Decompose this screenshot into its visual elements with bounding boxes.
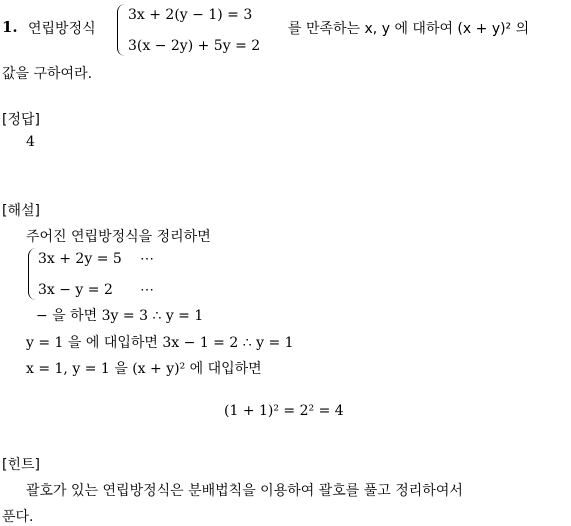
solution-step4: y = 1 을 에 대입하면 3x − 1 = 2 ∴ y = 1 (26, 335, 294, 351)
solution-sys1-dots: ⋯ (140, 251, 154, 267)
system-brace (117, 4, 125, 56)
problem-tail: 를 만족하는 x, y 에 대하여 (x + y)² 의 (288, 21, 530, 37)
problem-number: 1. (2, 18, 18, 36)
problem-eq1: 3x + 2(y − 1) = 3 (128, 7, 253, 23)
answer-value: 4 (26, 134, 35, 150)
solution-sys2: 3x − y = 2 (38, 282, 113, 298)
problem-intro: 연립방정식 (28, 21, 96, 37)
solution-header: [해설] (2, 203, 40, 219)
solution-step3: − 을 하면 3y = 3 ∴ y = 1 (36, 308, 204, 324)
solution-line1: 주어진 연립방정식을 정리하면 (26, 229, 211, 245)
solution-sys2-dots: ⋯ (140, 282, 154, 298)
problem-eq2: 3(x − 2y) + 5y = 2 (128, 38, 261, 54)
problem-line2: 값을 구하여라. (2, 66, 93, 82)
hint-line2: 푼다. (2, 509, 34, 525)
solution-step5: x = 1, y = 1 을 (x + y)² 에 대입하면 (26, 361, 262, 377)
solution-result: (1 + 1)² = 2² = 4 (224, 403, 344, 419)
hint-line1: 괄호가 있는 연립방정식은 분배법칙을 이용하여 괄호를 풀고 정리하여서 (26, 483, 463, 499)
solution-brace (28, 248, 36, 300)
solution-sys1: 3x + 2y = 5 (38, 251, 122, 267)
answer-header: [정답] (2, 112, 40, 128)
hint-header: [힌트] (2, 457, 40, 473)
